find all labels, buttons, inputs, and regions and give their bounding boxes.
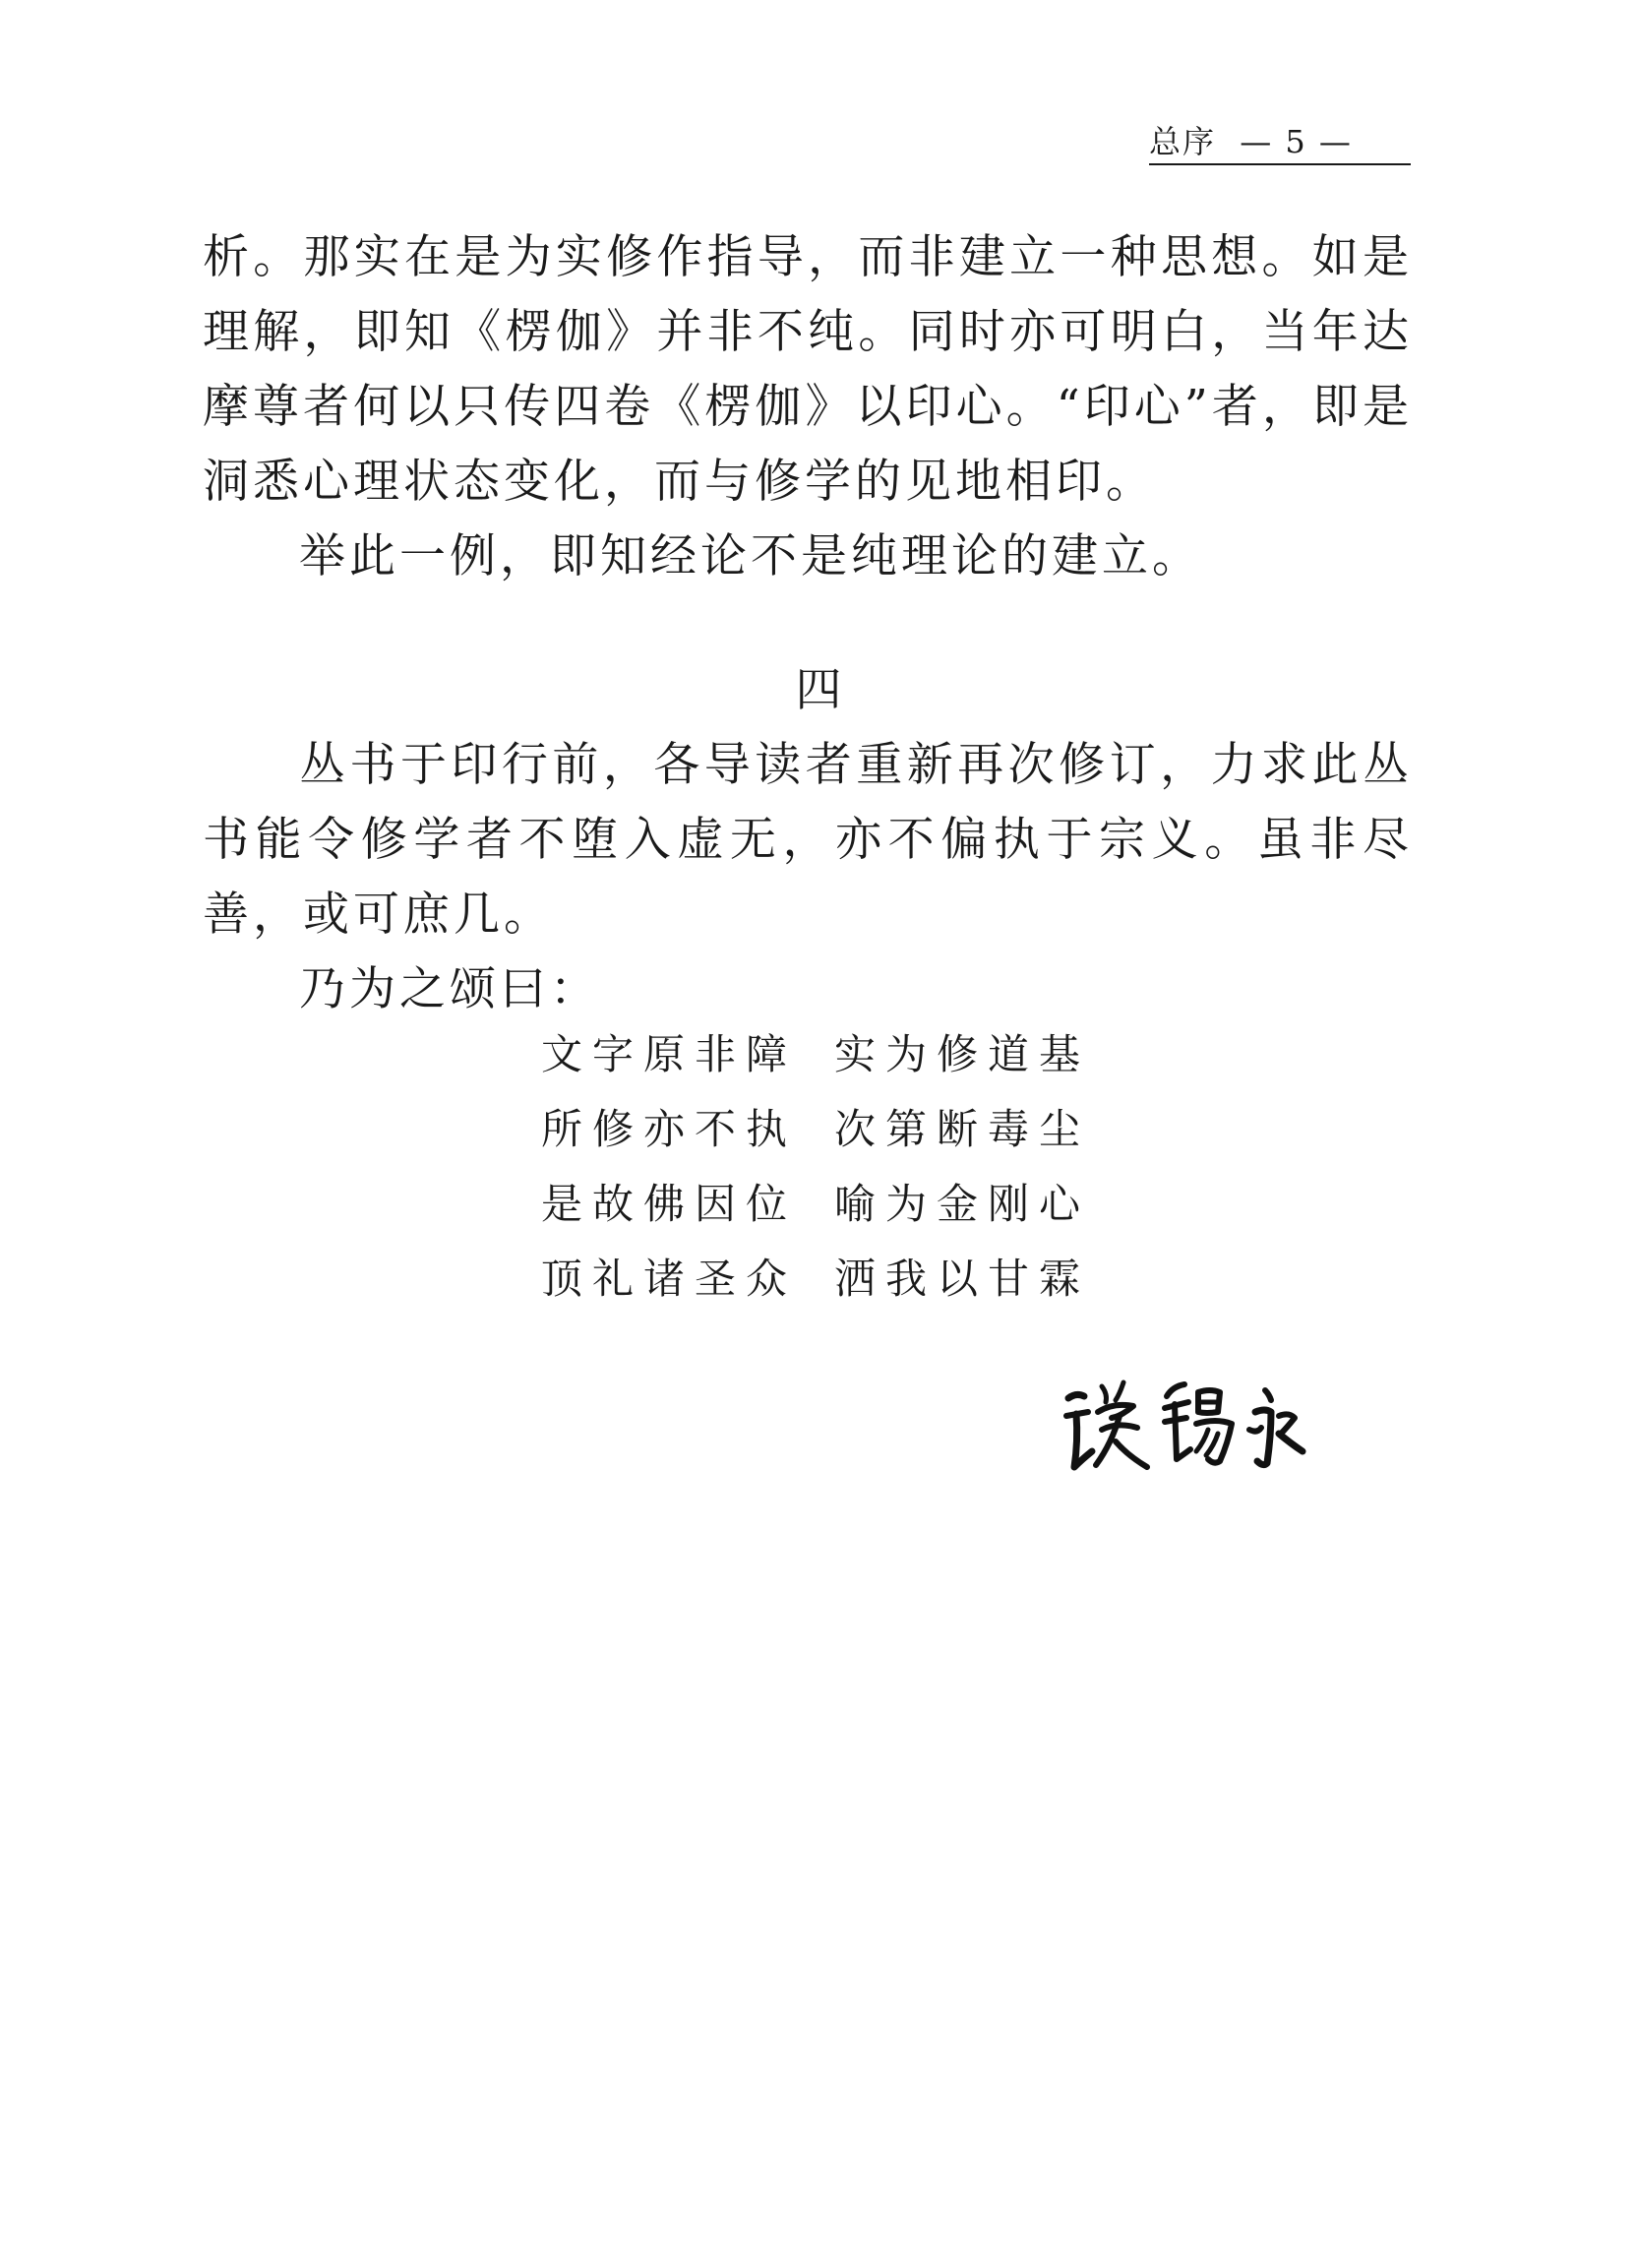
running-header [1149,120,1411,165]
verse-line-second-half: 喻为金刚心 [834,1180,1091,1228]
verse-line-first-half: 所修亦不执 [541,1105,798,1153]
verse-line [541,1092,1230,1167]
verse-line-first-half: 是故佛因位 [541,1180,798,1228]
verse-line-second-half: 洒我以甘霖 [834,1255,1091,1303]
verse-line [541,1167,1230,1242]
verse-line-second-half: 实为修道基 [834,1030,1091,1078]
paragraph-revision: 丛书于印行前，各导读者重新再次修订，力求此丛书能令修学者不堕入虚无，亦不偏执于宗义。虽非尽善，或可庶几。 [203,738,1413,942]
page-number: — 5 — [1240,123,1353,160]
verse-line-first-half: 顶礼诸圣众 [541,1255,798,1303]
verse-block [541,1017,1230,1317]
handwritten-signature [1062,1373,1306,1481]
verse-intro: 乃为之颂曰： [299,962,600,1016]
verse-line-first-half: 文字原非障 [541,1030,798,1078]
section-number: 四 [795,663,842,717]
verse-line [541,1017,1230,1092]
paragraph-example: 举此一例，即知经论不是纯理论的建立。 [299,529,1202,583]
header-section-title: 总序 [1149,123,1217,160]
verse-line [541,1242,1230,1317]
paragraph-continued: 析。那实在是为实修作指导，而非建立一种思想。如是理解，即知《楞伽》并非不纯。同时亦可明白，当年达摩尊者何以只传四卷《楞伽》以印心。“印心”者，即是洞悉心理状态变化，而与修学的见地相印。 [203,230,1413,509]
verse-line-second-half: 次第断毒尘 [834,1105,1091,1153]
